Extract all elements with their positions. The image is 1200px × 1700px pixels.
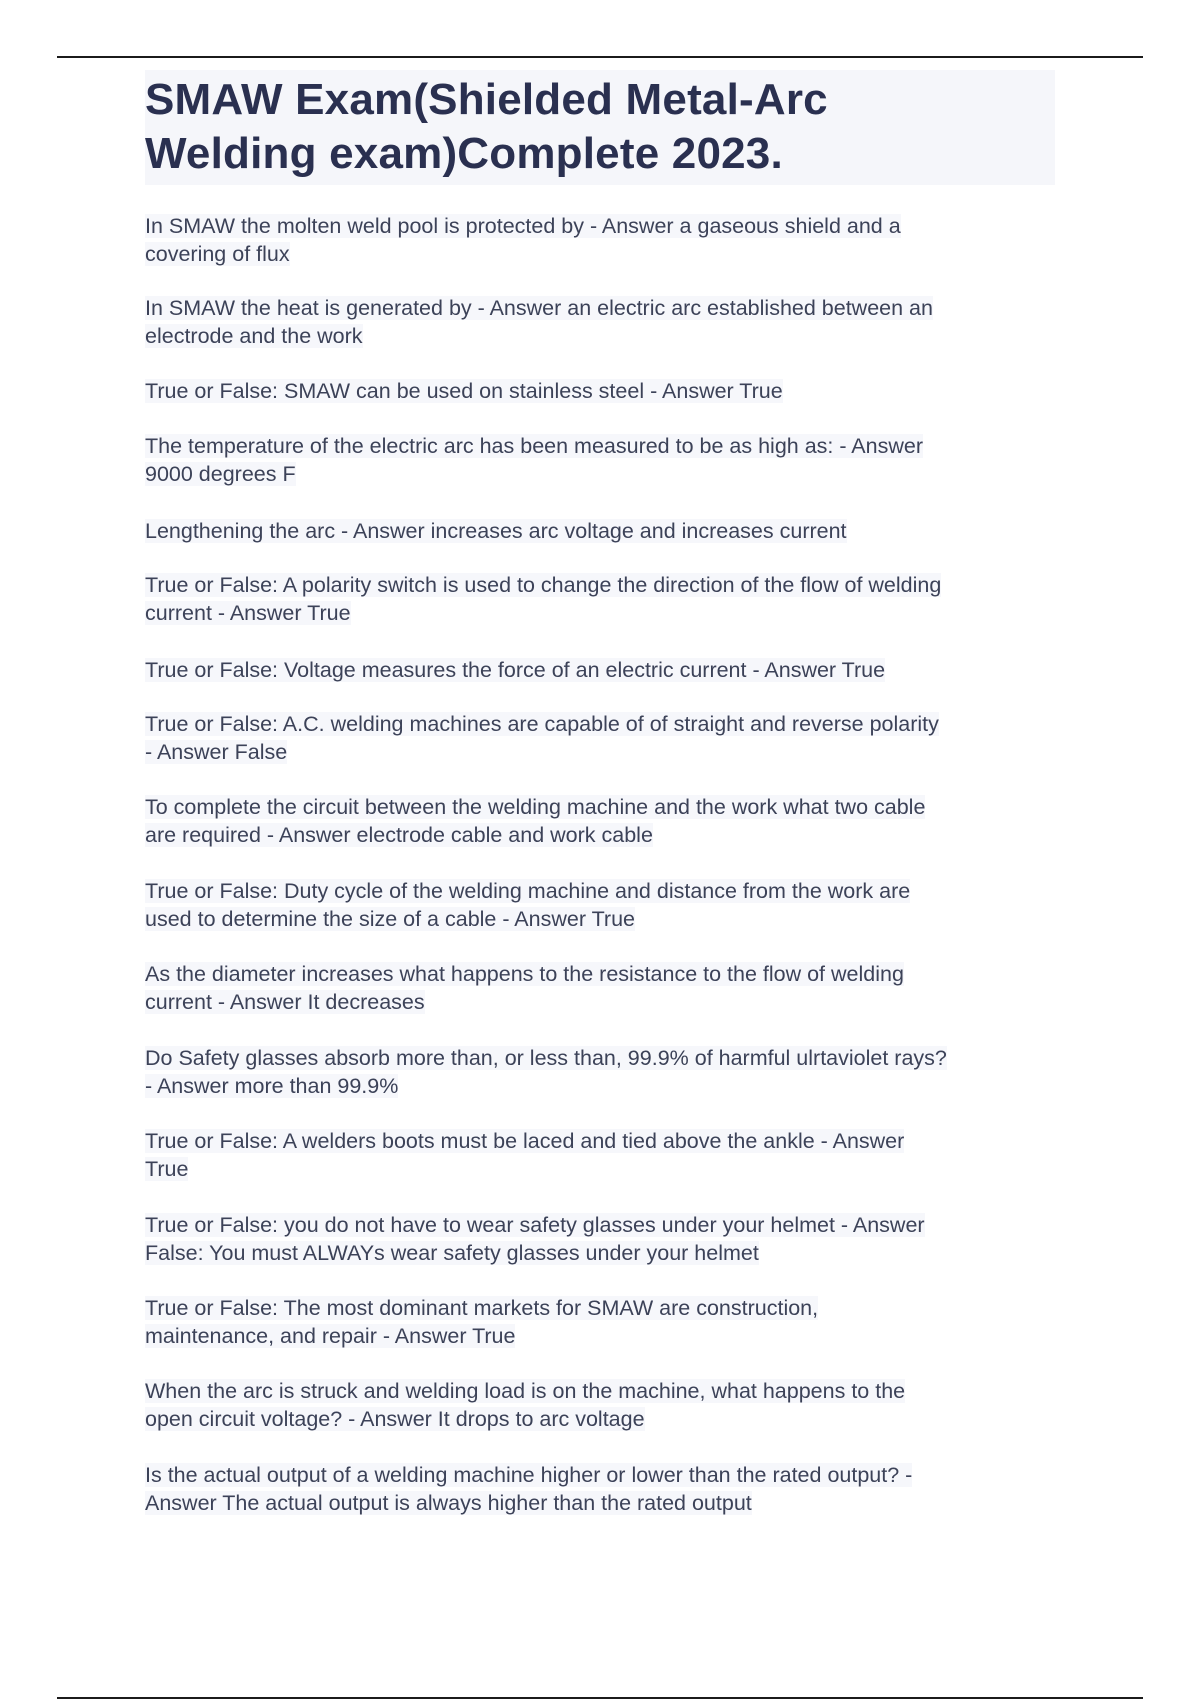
bottom-rule: [57, 1697, 1143, 1699]
qa-item: In SMAW the heat is generated by - Answer an electric arc established between an electrode and the work: [145, 296, 933, 348]
document-title: [145, 70, 1055, 185]
qa-item: The temperature of the electric arc has been measured to be as high as: - Answer 9000 degrees F: [145, 434, 923, 486]
qa-item: Do Safety glasses absorb more than, or less than, 99.9% of harmful ulrtaviolet rays? - Answer more than 99.9%: [145, 1046, 947, 1098]
qa-item: True or False: The most dominant markets for SMAW are construction, maintenance, and repair - Answer True: [145, 1296, 819, 1348]
document-body: [145, 70, 1055, 1517]
qa-item: True or False: A welders boots must be laced and tied above the ankle - Answer True: [145, 1129, 905, 1181]
qa-item: True or False: SMAW can be used on stainless steel - Answer True: [145, 379, 783, 403]
qa-item: True or False: A.C. welding machines are capable of of straight and reverse polarity - Answer False: [145, 712, 939, 764]
qa-item: Is the actual output of a welding machine higher or lower than the rated output? - Answer The actual output is always higher than the rated output: [145, 1463, 913, 1515]
qa-item: When the arc is struck and welding load is on the machine, what happens to the open circuit voltage? - Answer It drops to arc voltage: [145, 1379, 906, 1431]
qa-item: As the diameter increases what happens to the resistance to the flow of welding current - Answer It decreases: [145, 962, 904, 1014]
title-line-1: SMAW Exam(Shielded Metal-Arc: [145, 75, 828, 124]
qa-item: True or False: Duty cycle of the welding machine and distance from the work are used to determine the size of a cable - Answer True: [145, 879, 911, 931]
qa-item: Lengthening the arc - Answer increases arc voltage and increases current: [145, 519, 847, 543]
qa-item: True or False: A polarity switch is used to change the direction of the flow of welding current - Answer True: [145, 573, 942, 625]
qa-item: In SMAW the molten weld pool is protected by - Answer a gaseous shield and a covering of flux: [145, 214, 901, 266]
qa-item: True or False: you do not have to wear safety glasses under your helmet - Answer False: You must ALWAYs wear safety glasses under your helmet: [145, 1213, 925, 1265]
qa-item: True or False: Voltage measures the force of an electric current - Answer True: [145, 658, 886, 682]
top-rule: [57, 56, 1143, 58]
qa-item: To complete the circuit between the welding machine and the work what two cable are required - Answer electrode cable and work cable: [145, 795, 926, 847]
qa-list: [145, 212, 1055, 1517]
title-line-2: Welding exam)Complete 2023.: [145, 129, 783, 178]
